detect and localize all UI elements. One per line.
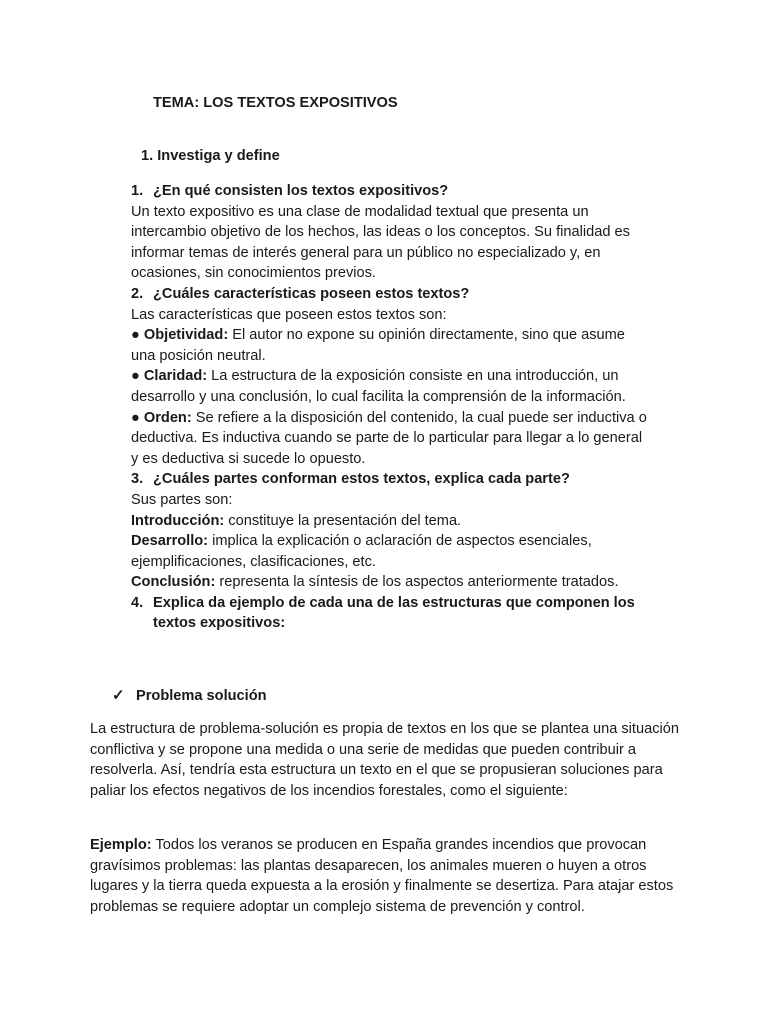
body-paragraph: La estructura de problema-solución es propia de textos en los que se plantea una situación conflictiva y se propone una medida o una serie de medidas que pueden contribuir a resolverla. Así, tendría esta estructura un texto en el que se propusieran soluciones para paliar los efectos negativos de los incendios forestales, como el siguiente: — [90, 721, 679, 799]
question-number: 3. — [131, 471, 144, 488]
characteristic-text: Se refiere a la disposición del contenido, la cual puede ser inductiva o deductiva. Es inductiva cuando se parte de lo particular para llegar a lo general y es deductiva si sucede lo opuesto. — [131, 409, 647, 467]
answer-1: Un texto expositivo es una clase de modalidad textual que presenta un intercambio objetivo de los hechos, las ideas o los conceptos. Su finalidad es informar temas de interés general para un público no especializado y, en ocasiones, sin conocimientos previos. — [131, 203, 630, 282]
characteristic-text: La estructura de la exposición consiste en una introducción, un desarrollo y una conclusión, lo cual facilita la comprensión de la información. — [131, 368, 626, 405]
part-label: Introducción: — [131, 512, 225, 529]
question-text: ¿Cuáles características poseen estos textos? — [153, 285, 470, 302]
question-text: ¿En qué consisten los textos expositivos? — [153, 183, 449, 199]
section-heading: 1. Investiga y define — [141, 148, 280, 164]
check-item — [112, 686, 267, 707]
characteristic-label: ● Objetividad: — [131, 327, 229, 344]
question-text: Explica da ejemplo de cada una de las estructuras que componen los textos expositivos: — [153, 594, 635, 632]
question-2 — [131, 284, 651, 305]
example-paragraph — [90, 835, 680, 917]
part-text: implica la explicación o aclaración de aspectos esenciales, ejemplificaciones, clasificaciones, etc. — [131, 533, 592, 570]
characteristic-item — [131, 325, 651, 366]
check-item-label: Problema solución — [136, 688, 267, 704]
question-3 — [131, 469, 651, 490]
characteristic-label: ● Orden: — [131, 409, 192, 426]
part-label: Desarrollo: — [131, 533, 209, 550]
answer-2-intro: Las características que poseen estos textos son: — [131, 306, 447, 323]
question-number: 1. — [131, 183, 144, 199]
characteristic-label: ● Claridad: — [131, 368, 208, 385]
answer-3-intro: Sus partes son: — [131, 491, 233, 508]
question-text: ¿Cuáles partes conforman estos textos, explica cada parte? — [153, 471, 570, 488]
checkmark-icon: ✓ — [112, 687, 125, 704]
page-title: TEMA: LOS TEXTOS EXPOSITIVOS — [153, 95, 398, 111]
characteristic-item — [131, 366, 651, 407]
question-number: 4. — [131, 594, 144, 611]
part-item — [131, 511, 651, 532]
part-text: constituye la presentación del tema. — [224, 512, 462, 529]
part-text: representa la síntesis de los aspectos anteriormente tratados. — [215, 574, 619, 591]
questions-block — [131, 181, 651, 634]
question-1 — [131, 181, 651, 202]
part-item — [131, 572, 651, 593]
question-number: 2. — [131, 285, 144, 302]
example-text: Todos los veranos se producen en España grandes incendios que provocan gravísimos problemas: las plantas desaparecen, los animales mueren o huyen a otros lugares y la tierra queda expuesta a la erosión y finalmente se desertiza. Para atajar estos problemas se requiere adoptar un complejo sistema de prevención y control. — [90, 837, 674, 915]
example-label: Ejemplo: — [90, 837, 152, 853]
characteristic-item — [131, 408, 651, 470]
characteristic-text: El autor no expone su opinión directamente, sino que asume una posición neutral. — [131, 327, 625, 364]
question-4 — [131, 593, 651, 634]
part-label: Conclusión: — [131, 574, 216, 591]
part-item — [131, 531, 651, 572]
